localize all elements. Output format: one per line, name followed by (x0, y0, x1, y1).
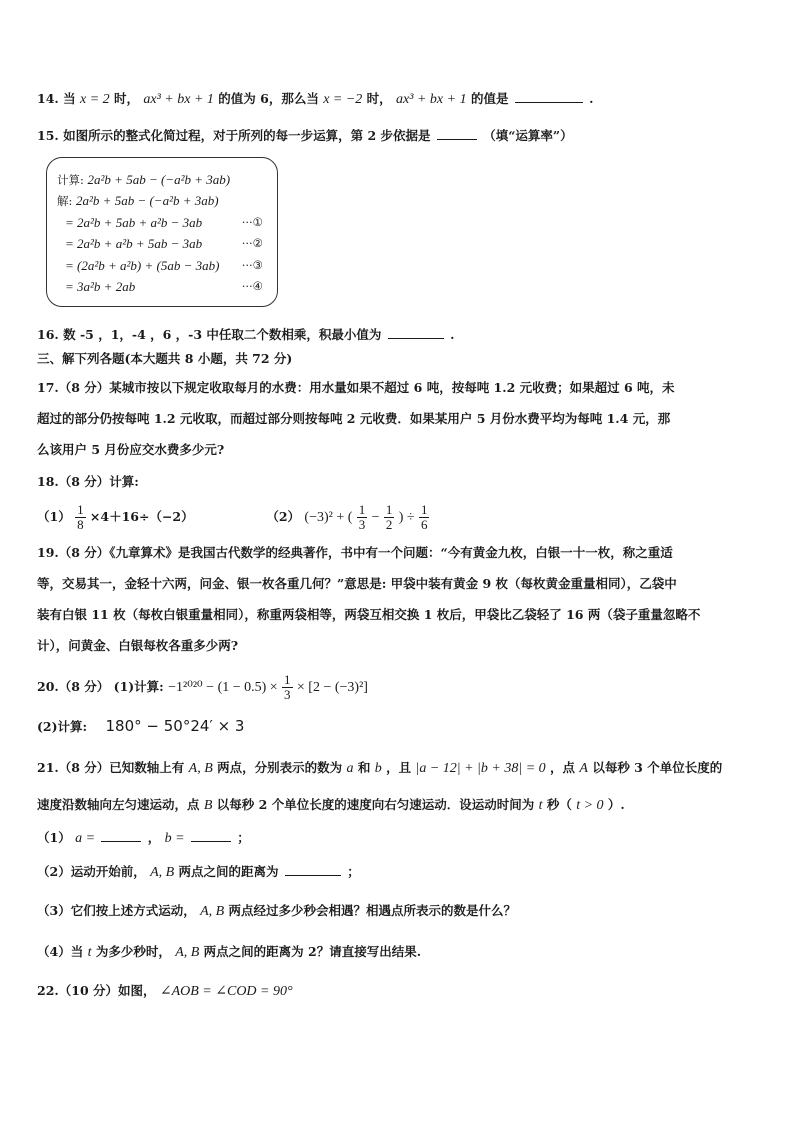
section-heading: 三、解下列各题(本大题共 8 小题，共 72 分) (37, 351, 293, 366)
question-19-line-1: 19.（8 分）《九章算术》是我国古代数学的经典著作，书中有一个问题：“今有黄金九枚，白银一十一枚，称之重适 (37, 545, 673, 560)
question-18-head: 18.（8 分）计算: (37, 474, 139, 489)
question-17-line-3: 么该用户 5 月份应交水费多少元? (37, 442, 225, 457)
question-20-part-1: 20.（8 分） (1)计算: −1²⁰²⁰ − (1 − 0.5) × $\frac{1}{3}$ × [2 − (−3)²] (37, 672, 368, 702)
box-step-2-tag: ···② (241, 236, 263, 250)
question-17-line-2: 超过的部分仍按每吨 1.2 元收取，而超过部分则按每吨 2 元收费．如果某用户 5 月份水费平均为每吨 1.4 元，那 (37, 411, 671, 426)
question-19-line-2: 等，交易其一，金轻十六两，问金、银一枚各重几何？”意思是: 甲袋中装有黄金 9 枚（每枚黄金重量相同），乙袋中 (37, 576, 677, 591)
answer-blank (191, 829, 231, 842)
question-21-line-2: 速度沿数轴向左匀速运动，点 B 以每秒 2 个单位长度的速度向右匀速运动．设运动时间为 t 秒（ t > 0 ）. (37, 797, 625, 813)
answer-blank (101, 829, 141, 842)
question-21-part-2: （2）运动开始前， A, B 两点之间的距离为 ； (37, 864, 360, 880)
answer-blank (285, 863, 341, 876)
fraction: $\frac{1}{3}$ (284, 672, 291, 702)
box-solution-row: 解: 2a²b + 5ab − (−a²b + 3ab) (57, 193, 219, 208)
box-step-4: = 3a²b + 2ab (65, 279, 136, 294)
question-21-part-1: （1） a = ， b = ； (37, 830, 250, 846)
answer-blank (515, 90, 583, 103)
box-calc-row: 计算: 2a²b + 5ab − (−a²b + 3ab) (57, 172, 231, 187)
question-16: 16. 数 -5 ，1，-4 ，6 ，-3 中任取二个数相乘，积最小值为 . (37, 327, 455, 342)
question-21-part-4: （4）当 t 为多少秒时， A, B 两点之间的距离为 2？请直接写出结果. (37, 944, 422, 960)
question-15: 15. 如图所示的整式化简过程，对于所列的每一步运算，第 2 步依据是 （填“运算率”） (37, 128, 573, 143)
box-step-3: = (2a²b + a²b) + (5ab − 3ab) (65, 258, 220, 273)
simplification-box (46, 157, 278, 307)
box-step-2: = 2a²b + a²b + 5ab − 3ab (65, 236, 203, 251)
box-step-1-tag: ···① (241, 215, 263, 229)
question-17-line-1: 17.（8 分）某城市按以下规定收取每月的水费：用水量如果不超过 6 吨，按每吨 1.2 元收费；如果超过 6 吨，未 (37, 380, 675, 395)
question-21-part-3: （3）它们按上述方式运动， A, B 两点经过多少秒会相遇？相遇点所表示的数是什么？ (37, 903, 517, 919)
answer-blank (437, 127, 477, 140)
fraction: $\frac{1}{3}$ (358, 502, 366, 532)
question-14: 14. 当 x = 2 时， ax³ + bx + 1 的值为 6，那么当 x = −2 时， ax³ + bx + 1 的值是 . (37, 91, 594, 107)
question-21-line-1: 21.（8 分）已知数轴上有 A, B 两点，分别表示的数为 a 和 b ，且 |a − 12| + |b + 38| = 0 ，点 A 以每秒 3 个单位长度的 (37, 760, 723, 776)
box-step-4-tag: ···④ (241, 279, 263, 293)
fraction: $\frac{1}{2}$ (385, 502, 393, 532)
question-20-part-2: (2)计算: 180° − 50°24′ × 3 (37, 717, 245, 735)
answer-blank (388, 326, 444, 339)
question-18-parts: （1） $\frac{1}{8}$ ×4＋16÷（−2） （2） (−3)² + ( $\frac{1}{3}$ − $\frac{1}{2}$ ) ÷ $\frac{1}{6}$ (37, 502, 428, 532)
question-19-line-4: 计），问黄金、白银每枚各重多少两? (37, 638, 239, 653)
fraction: $\frac{1}{6}$ (420, 502, 428, 532)
fraction: $\frac{1}{8}$ (77, 502, 84, 532)
question-22: 22.（10 分）如图， ∠AOB = ∠COD = 90° (37, 983, 293, 999)
box-step-3-tag: ···③ (241, 258, 263, 272)
box-step-1: = 2a²b + 5ab + a²b − 3ab (65, 215, 203, 230)
question-19-line-3: 装有白银 11 枚（每枚白银重量相同），称重两袋相等，两袋互相交换 1 枚后，甲袋比乙袋轻了 16 两（袋子重量忽略不 (37, 607, 701, 622)
